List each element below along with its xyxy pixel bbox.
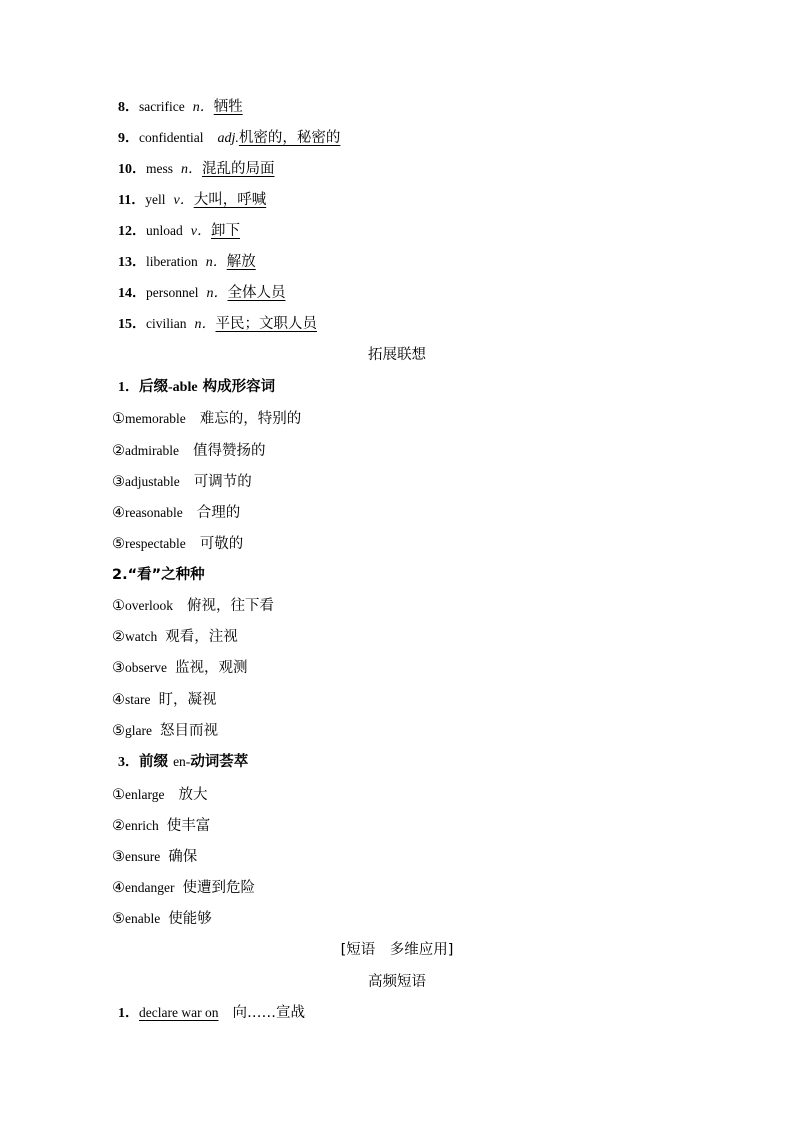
- vocab-item: [118, 128, 340, 149]
- vocab-item: [118, 159, 275, 180]
- list-item: ④endanger 使遭到危险: [112, 880, 255, 896]
- part-of-speech: v．: [190, 224, 211, 239]
- list-item: ⑤glare 怒目而视: [112, 723, 218, 739]
- vocab-item: [118, 221, 240, 242]
- phrase-item: [118, 1003, 305, 1024]
- list-item: ③ensure 确保: [112, 849, 198, 865]
- vocab-word: confidential: [139, 130, 204, 145]
- item-number: 13．: [118, 255, 146, 270]
- group-title: 2.“看”之种种: [112, 567, 205, 583]
- part-of-speech: n．: [194, 317, 216, 332]
- item-number: 9．: [118, 131, 139, 146]
- vocab-meaning: 机密的，秘密的: [238, 130, 341, 146]
- part-of-speech: n．: [192, 100, 214, 115]
- item-number: 15．: [118, 317, 146, 332]
- list-item: ②watch 观看，注视: [112, 629, 238, 645]
- part-of-speech: n．: [181, 162, 202, 177]
- vocab-word: yell: [145, 192, 166, 207]
- list-item: ②admirable 值得赞扬的: [112, 443, 266, 459]
- item-number: 8．: [118, 100, 139, 115]
- phrase-meaning: 向……宣战: [232, 1005, 305, 1021]
- list-item: ①memorable 难忘的，特别的: [112, 411, 302, 427]
- vocab-meaning: 平民；文职人员: [215, 316, 317, 332]
- vocab-meaning: 混乱的局面: [202, 161, 275, 177]
- group-title: 3．前缀 en-动词荟萃: [118, 754, 249, 770]
- vocab-word: sacrifice: [139, 99, 185, 114]
- list-item: ④stare 盯，凝视: [112, 692, 217, 708]
- section-heading: [短语 多维应用]: [340, 942, 454, 958]
- list-item: ③observe 监视，观测: [112, 660, 248, 676]
- phrase-heading: 高频短语: [368, 974, 426, 990]
- item-number: 14．: [118, 286, 146, 301]
- item-number: 1．: [118, 1006, 139, 1021]
- list-item: ⑤enable 使能够: [112, 911, 212, 927]
- vocab-meaning: 大叫，呼喊: [193, 192, 267, 208]
- vocab-item: [118, 97, 243, 118]
- part-of-speech: v．: [173, 193, 194, 208]
- vocab-meaning: 牺牲: [213, 99, 243, 115]
- vocab-meaning: 解放: [226, 254, 256, 270]
- list-item: ⑤respectable 可敬的: [112, 536, 244, 552]
- list-item: ①overlook 俯视，往下看: [112, 598, 274, 614]
- vocab-meaning: 卸下: [210, 223, 240, 239]
- item-number: 10．: [118, 162, 146, 177]
- vocab-word: civilian: [146, 316, 187, 331]
- expand-heading: 拓展联想: [368, 347, 426, 363]
- item-number: 11．: [118, 193, 146, 208]
- list-item: ③adjustable 可调节的: [112, 474, 252, 490]
- vocab-word: mess: [146, 161, 173, 176]
- item-number: 12．: [118, 224, 146, 239]
- vocab-item: [118, 190, 266, 211]
- vocab-item: [118, 252, 256, 273]
- part-of-speech: adj.: [217, 131, 239, 146]
- vocab-meaning: 全体人员: [227, 285, 286, 301]
- part-of-speech: n．: [205, 255, 227, 270]
- group-title: 1．后缀-able 构成形容词: [118, 379, 276, 395]
- list-item: ④reasonable 合理的: [112, 505, 241, 521]
- vocab-item: [118, 314, 317, 335]
- phrase-text: declare war on: [139, 1005, 219, 1020]
- vocab-word: personnel: [146, 285, 199, 300]
- vocab-word: unload: [146, 223, 183, 238]
- part-of-speech: n．: [206, 286, 228, 301]
- vocab-item: [118, 283, 285, 304]
- vocab-word: liberation: [146, 254, 198, 269]
- list-item: ①enlarge 放大: [112, 787, 208, 803]
- list-item: ②enrich 使丰富: [112, 818, 211, 834]
